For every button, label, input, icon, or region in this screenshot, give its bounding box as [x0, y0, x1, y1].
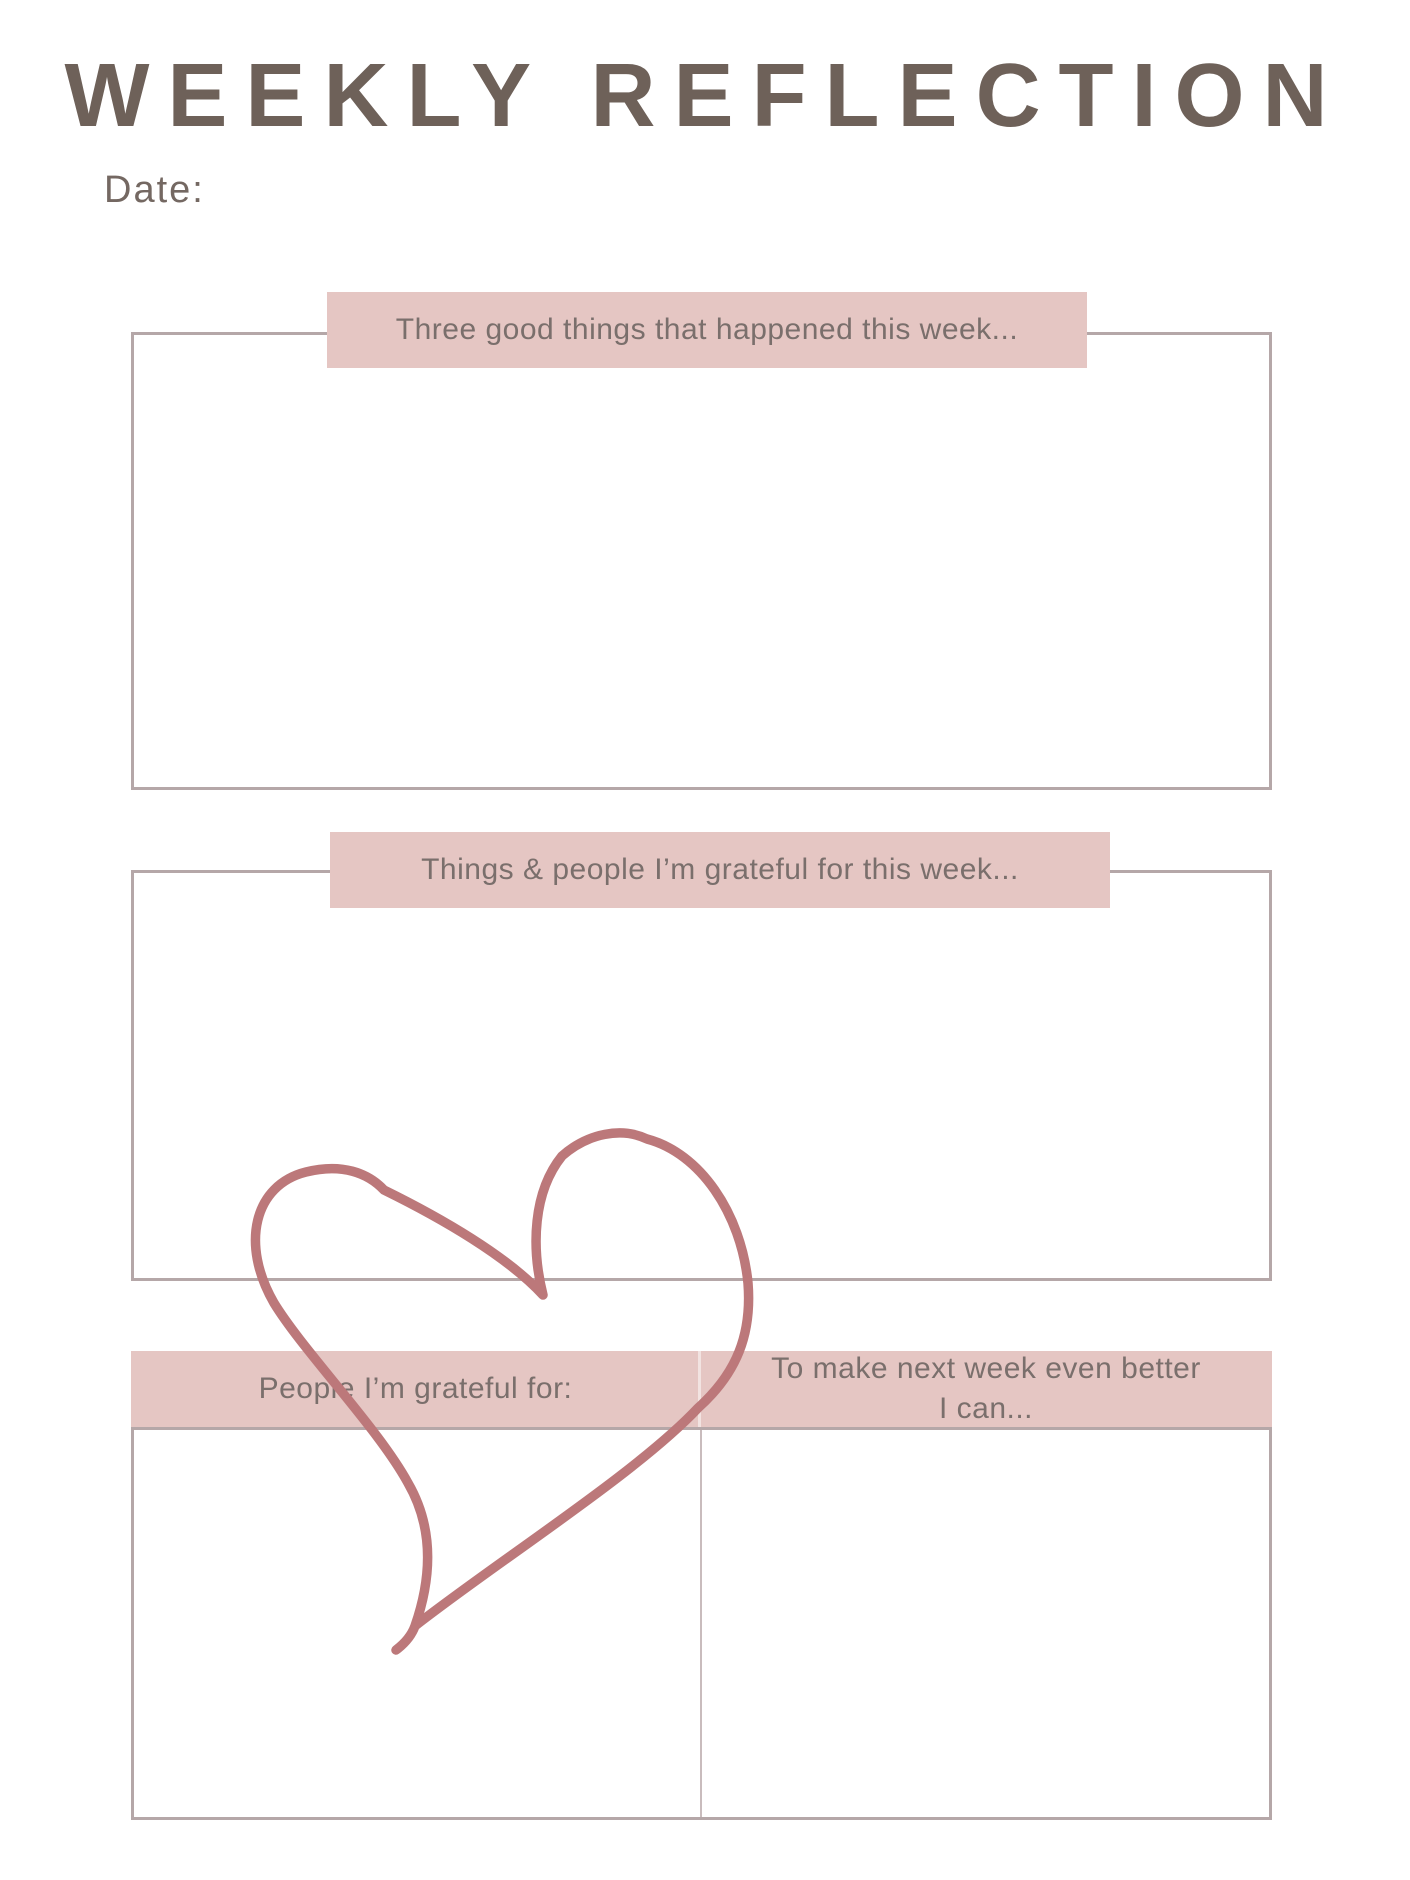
next-week-header	[700, 1351, 1272, 1427]
grateful-people-label: People I’m grateful for:	[258, 1372, 573, 1405]
good-things-label: Three good things that happened this week...	[395, 313, 1019, 346]
grateful-things-label: Things & people I’m grateful for this week...	[421, 853, 1019, 886]
grateful-people-writing-area[interactable]	[134, 1430, 700, 1817]
grateful-things-writing-area[interactable]	[131, 870, 1272, 1281]
date-label: Date:	[104, 169, 205, 211]
grateful-people-header	[131, 1351, 700, 1427]
bottom-banner	[131, 1351, 1272, 1427]
bottom-writing-area	[131, 1427, 1272, 1820]
next-week-label: To make next week even better I can...	[771, 1352, 1201, 1425]
good-things-banner	[327, 292, 1087, 368]
good-things-writing-area[interactable]	[131, 332, 1272, 790]
next-week-writing-area[interactable]	[702, 1430, 1269, 1817]
banner-divider	[698, 1351, 701, 1427]
grateful-things-banner	[330, 832, 1110, 908]
page-title: WEEKLY REFLECTION	[64, 46, 1346, 146]
